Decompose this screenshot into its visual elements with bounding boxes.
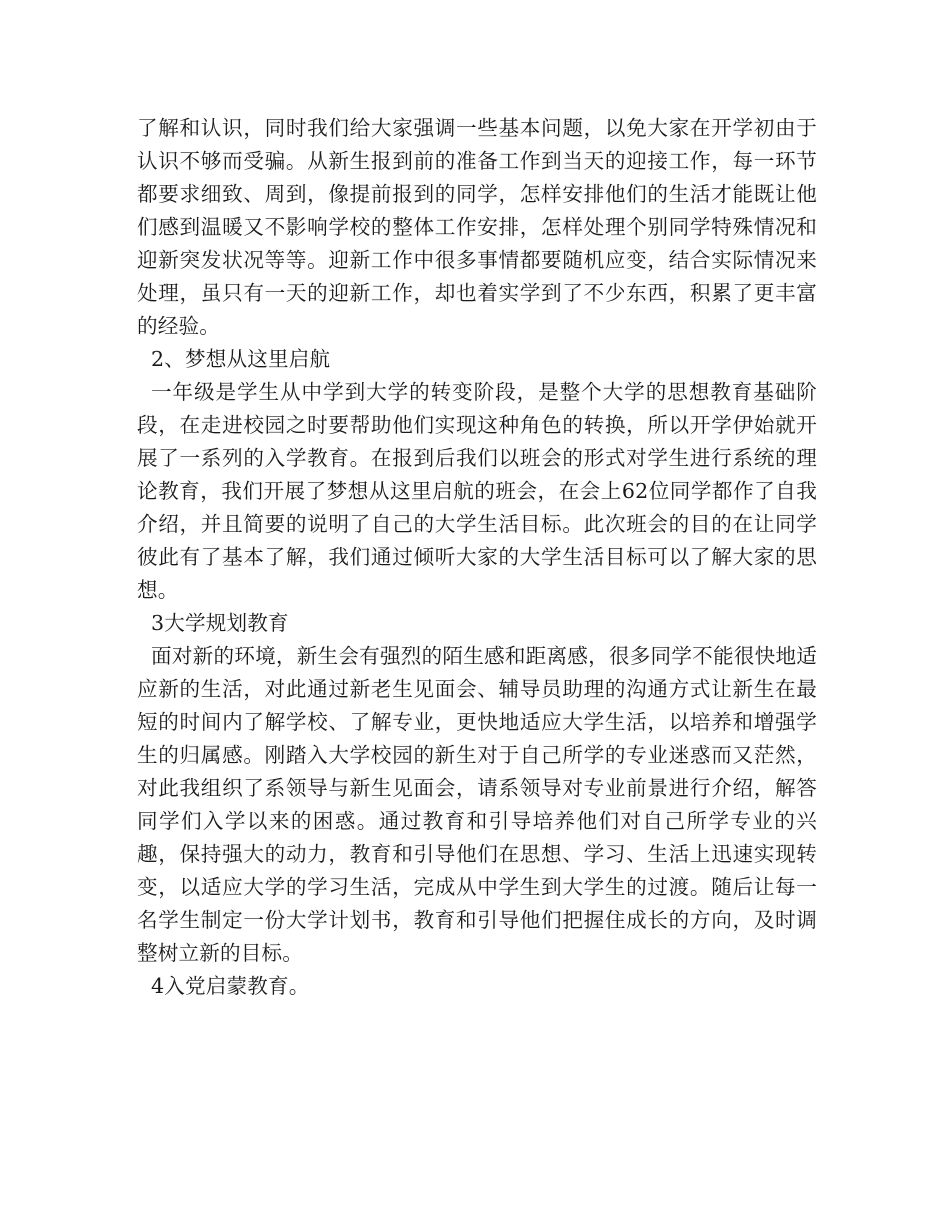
section-heading-party-education: 4入党启蒙教育。 bbox=[151, 974, 310, 998]
section-heading-university-planning: 3大学规划教育 bbox=[151, 611, 289, 635]
paragraph-dream-launch: 一年级是学生从中学到大学的转变阶段，是整个大学的思想教育基础阶段，在走进校园之时要帮助他们实现这种角色的转换，所以开学伊始就开展了一系列的入学教育。在报到后我们以班会的形式对学生进行系统的理论教育，我们开展了梦想从这里启航的班会，在会上62位同学都作了自我介绍，并且简要的说明了自己的大学生活目标。此次班会的目的在让同学彼此有了基本了解，我们通过倾听大家的大学生活目标可以了解大家的思想。 bbox=[137, 380, 817, 602]
document-body bbox=[137, 112, 817, 1003]
paragraph-orientation-work: 了解和认识，同时我们给大家强调一些基本问题，以免大家在开学初由于认识不够而受骗。从新生报到前的准备工作到当天的迎接工作，每一环节都要求细致、周到，像提前报到的同学，怎样安排他们的生活才能既让他们感到温暖又不影响学校的整体工作安排，怎样处理个别同学特殊情况和迎新突发状况等等。迎新工作中很多事情都要随机应变，结合实际情况来处理，虽只有一天的迎新工作，却也着实学到了不少东西，积累了更丰富的经验。 bbox=[137, 116, 817, 338]
section-heading-dream-launch: 2、梦想从这里启航 bbox=[151, 347, 331, 371]
paragraph-university-planning: 面对新的环境，新生会有强烈的陌生感和距离感，很多同学不能很快地适应新的生活，对此通过新老生见面会、辅导员助理的沟通方式让新生在最短的时间内了解学校、了解专业，更快地适应大学生活，以培养和增强学生的归属感。刚踏入大学校园的新生对于自己所学的专业迷惑而又茫然，对此我组织了系领导与新生见面会，请系领导对专业前景进行介绍，解答同学们入学以来的困惑。通过教育和引导培养他们对自己所学专业的兴趣，保持强大的动力，教育和引导他们在思想、学习、生活上迅速实现转变，以适应大学的学习生活，完成从中学生到大学生的过渡。随后让每一名学生制定一份大学计划书，教育和引导他们把握住成长的方向，及时调整树立新的目标。 bbox=[137, 644, 817, 965]
